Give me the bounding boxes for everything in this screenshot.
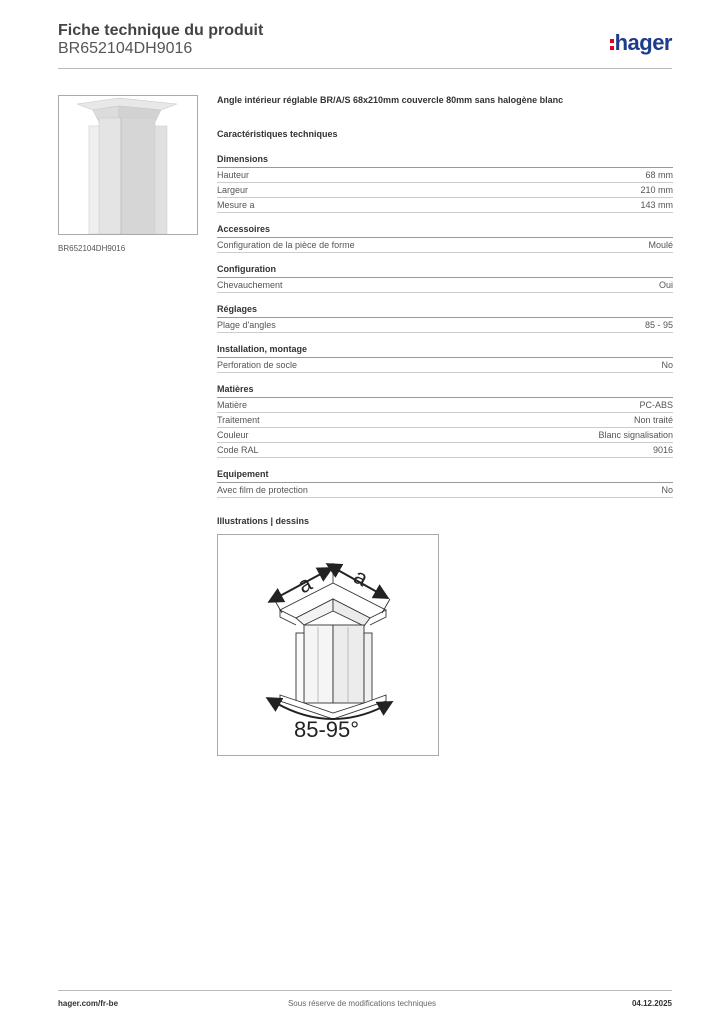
spec-value: Moulé xyxy=(648,240,673,250)
spec-group-title: Installation, montage xyxy=(217,343,673,358)
product-reference: BR652104DH9016 xyxy=(58,40,193,57)
header-divider xyxy=(58,68,672,69)
spec-label: Couleur xyxy=(217,430,249,440)
illustrations-heading: Illustrations | dessins xyxy=(217,516,310,526)
product-thumbnail-image xyxy=(59,96,197,234)
spec-group-title: Configuration xyxy=(217,263,673,278)
spec-value: Oui xyxy=(658,280,673,290)
spec-row xyxy=(217,183,673,198)
spec-value: 68 mm xyxy=(645,170,673,180)
spec-value: PC-ABS xyxy=(639,400,673,410)
product-details xyxy=(217,95,673,756)
spec-label: Mesure a xyxy=(217,200,255,210)
spec-row xyxy=(217,318,673,333)
logo-text: hager xyxy=(614,30,672,55)
spec-groups xyxy=(217,153,673,498)
spec-value: 210 mm xyxy=(640,185,673,195)
product-thumbnail xyxy=(58,95,198,235)
spec-group xyxy=(217,343,673,373)
spec-group xyxy=(217,468,673,498)
spec-group-title: Matières xyxy=(217,383,673,398)
spec-group-title: Accessoires xyxy=(217,223,673,238)
spec-label: Traitement xyxy=(217,415,260,425)
product-title: Angle intérieur réglable BR/A/S 68x210mm couvercle 80mm sans halogène blanc xyxy=(217,95,564,105)
footer-notice: Sous réserve de modifications techniques xyxy=(287,999,437,1008)
spec-group xyxy=(217,383,673,458)
spec-row xyxy=(217,198,673,213)
spec-row xyxy=(217,238,673,253)
spec-row xyxy=(217,483,673,498)
spec-group xyxy=(217,223,673,253)
spec-label: Code RAL xyxy=(217,445,259,455)
spec-label: Avec film de protection xyxy=(217,485,308,495)
spec-label: Hauteur xyxy=(217,170,250,180)
spec-value: Non traité xyxy=(633,415,673,425)
tech-heading: Caractéristiques techniques xyxy=(217,129,338,139)
spec-value: 9016 xyxy=(652,445,673,455)
hager-logo[interactable] xyxy=(610,30,672,56)
spec-value: No xyxy=(661,485,673,495)
spec-label: Configuration de la pièce de forme xyxy=(217,240,355,250)
spec-label: Plage d'angles xyxy=(217,320,276,330)
spec-group-title: Réglages xyxy=(217,303,673,318)
dimension-drawing-svg xyxy=(218,535,438,755)
thumbnail-caption: BR652104DH9016 xyxy=(58,244,126,253)
spec-row xyxy=(217,168,673,183)
spec-label: Perforation de socle xyxy=(217,360,298,370)
logo-dots-icon xyxy=(610,36,614,53)
spec-value: No xyxy=(661,360,673,370)
spec-group-title: Equipement xyxy=(217,468,673,483)
spec-row xyxy=(217,398,673,413)
spec-label: Matière xyxy=(217,400,248,410)
dimension-a-left-label: a xyxy=(293,570,316,599)
page-title: Fiche technique du produit xyxy=(58,22,264,39)
spec-group xyxy=(217,263,673,293)
spec-row xyxy=(217,443,673,458)
spec-value: 85 - 95 xyxy=(644,320,673,330)
spec-row xyxy=(217,358,673,373)
footer-date: 04.12.2025 xyxy=(631,999,672,1008)
spec-group-title: Dimensions xyxy=(217,153,673,168)
footer-divider xyxy=(58,990,672,991)
illustration-drawing xyxy=(217,534,439,756)
spec-group xyxy=(217,153,673,213)
spec-value: Blanc signalisation xyxy=(598,430,673,440)
spec-label: Largeur xyxy=(217,185,249,195)
spec-row xyxy=(217,278,673,293)
spec-group xyxy=(217,303,673,333)
footer-website-link[interactable]: hager.com/fr-be xyxy=(58,999,119,1008)
spec-label: Chevauchement xyxy=(217,280,283,290)
angle-range-label: 85-95° xyxy=(294,717,360,742)
spec-value: 143 mm xyxy=(640,200,673,210)
spec-row xyxy=(217,413,673,428)
spec-row xyxy=(217,428,673,443)
dimension-a-right-label: a xyxy=(349,563,373,592)
